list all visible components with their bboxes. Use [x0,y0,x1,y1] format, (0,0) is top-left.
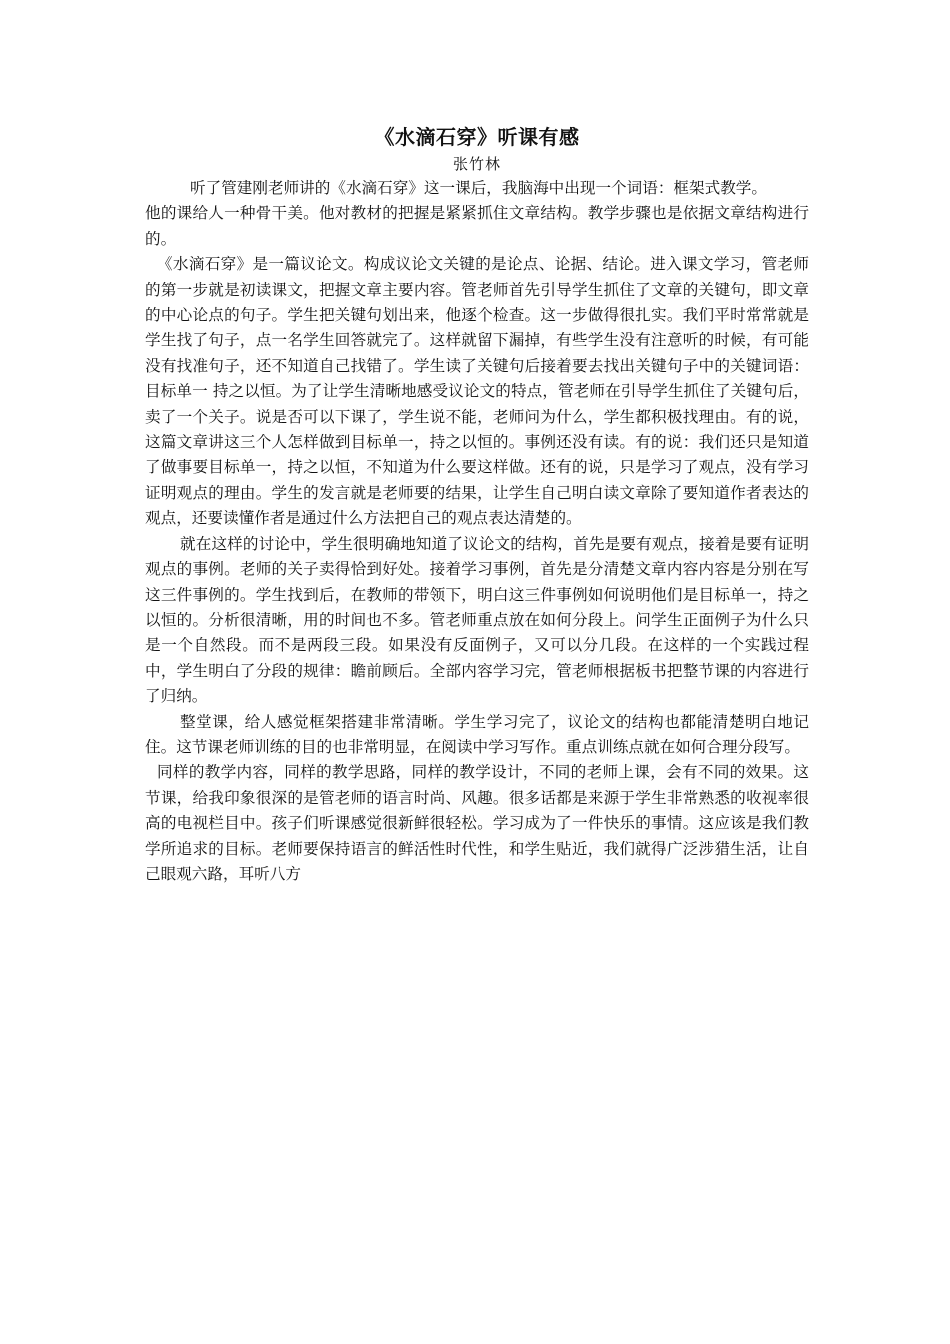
paragraph-reflection: 整堂课，给人感觉框架搭建非常清晰。学生学习完了，议论文的结构也都能清楚明白地记住。这节课老师训练的目的也非常明显，在阅读中学习写作。重点训练点就在如何合理分段写。 [145,712,809,756]
paragraph-lesson-steps: 《水滴石穿》是一篇议论文。构成议论文关键的是论点、论据、结论。进入课文学习，管老师的第一步就是初读课文，把握文章主要内容。管老师首先引导学生抓住了文章的关键句，即文章的中心论点的句子。学生把关键句划出来，他逐个检查。这一步做得很扎实。我们平时常常就是学生找了句子，点一名学生回答就完了。这样就留下漏掉，有些学生没有注意听的时候，有可能没有找准句子，还不知道自己找错了。学生读了关键句后接着要去找出关键句子中的关键词语：目标单一 持之以恒。为了让学生清晰地感受议论文的特点，管老师在引导学生抓住了关键句后，卖了一个关子。说是否可以下课了，学生说不能，老师问为什么，学生都积极找理由。有的说，这篇文章讲这三个人怎样做到目标单一，持之以恒的。事例还没有读。有的说：我们还只是知道了做事要目标单一，持之以恒，不知道为什么要这样做。还有的说，只是学习了观点，没有学习证明观点的理由。学生的发言就是老师要的结果，让学生自己明白读文章除了要知道作者表达的观点，还要读懂作者是通过什么方法把自己的观点表达清楚的。 [145,255,809,528]
document-body [145,122,809,887]
paragraph-conclusion: 同样的教学内容，同样的教学思路，同样的教学设计，不同的老师上课，会有不同的效果。这节课，给我印象很深的是管老师的语言时尚、风趣。很多话都是来源于学生非常熟悉的收视率很高的电视栏目中。孩子们听课感觉很新鲜很轻松。学习成为了一件快乐的事情。这应该是我们教学所追求的目标。老师要保持语言的鲜活性时代性，和学生贴近，我们就得广泛涉猎生活，让自己眼观六路，耳听八方 [145,763,809,883]
document-author: 张竹林 [452,155,501,173]
document-title: 《水滴石穿》听课有感 [374,125,580,149]
paragraph-discussion: 就在这样的讨论中，学生很明确地知道了议论文的结构，首先是要有观点，接着是要有证明观点的事例。老师的关子卖得恰到好处。接着学习事例，首先是分清楚文章内容内容是分别在写这三件事例的。学生找到后，在教师的带领下，明白这三件事例如何说明他们是目标单一，持之以恒的。分析很清晰，用的时间也不多。管老师重点放在如何分段上。问学生正面例子为什么只是一个自然段。而不是两段三段。如果没有反面例子，又可以分几段。在这样的一个实践过程中，学生明白了分段的规律：瞻前顾后。全部内容学习完，管老师根据板书把整节课的内容进行了归纳。 [145,534,809,706]
paragraph-summary: 他的课给人一种骨干美。他对教材的把握是紧紧抓住文章结构。教学步骤也是依据文章结构进行的。 [145,204,809,248]
paragraph-intro: 听了管建刚老师讲的《水滴石穿》这一课后，我脑海中出现一个词语：框架式教学。 [190,179,767,197]
